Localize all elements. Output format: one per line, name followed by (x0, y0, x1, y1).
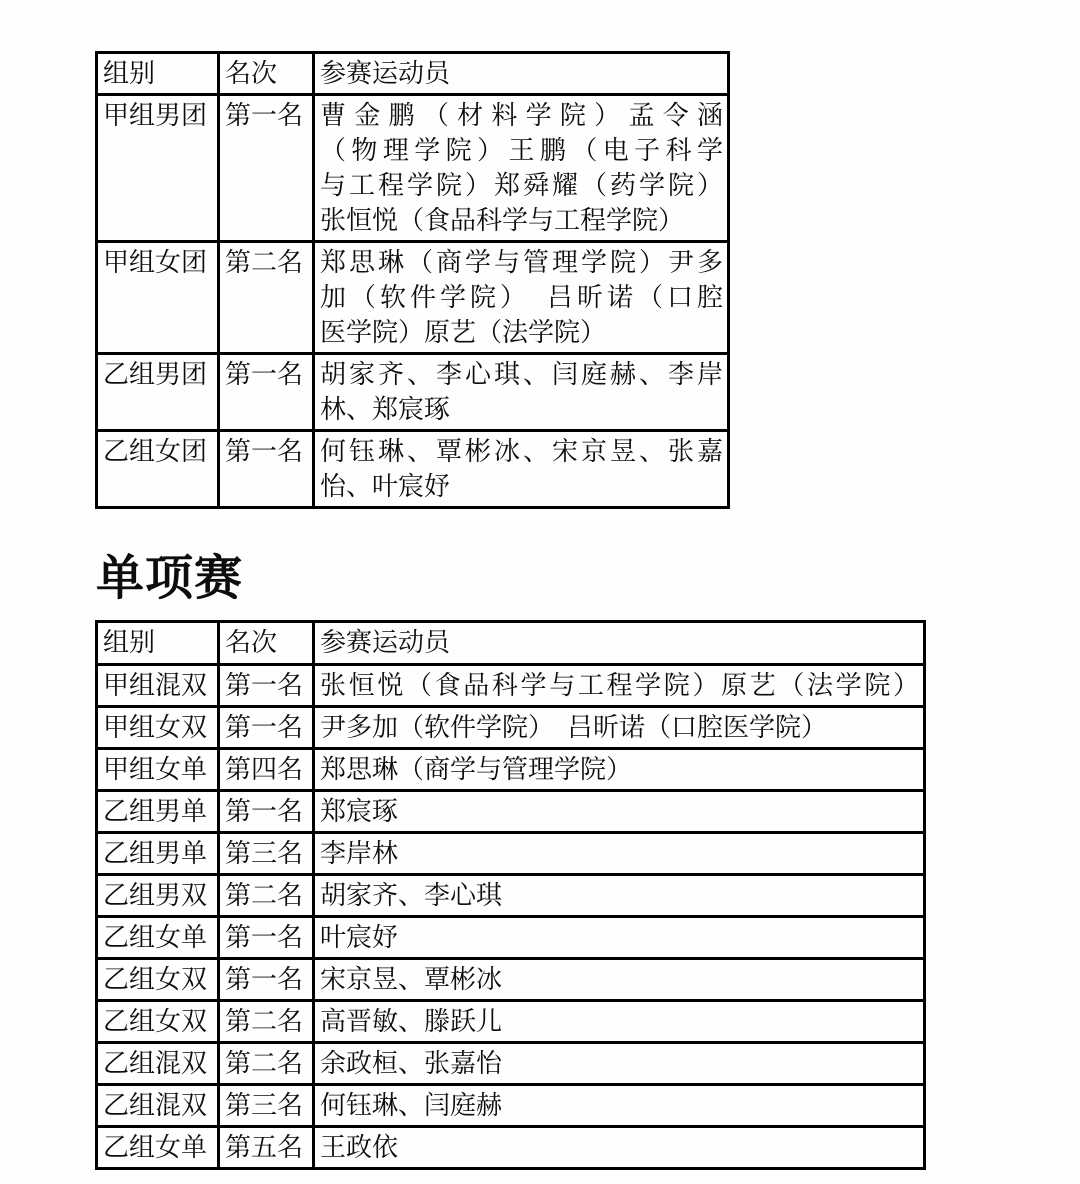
team-results-table (95, 51, 730, 509)
header-group: 组别 (97, 53, 219, 95)
group-cell: 乙组女单 (97, 917, 219, 959)
athletes-cell (314, 707, 925, 749)
athletes-line: 郑宸琢 (320, 796, 399, 826)
table-row (97, 707, 925, 749)
table-row (97, 1043, 925, 1085)
rank-cell: 第一名 (219, 917, 314, 959)
table-row (97, 959, 925, 1001)
athletes-line: 张恒悦（食品科学与工程学院） (320, 205, 685, 235)
athletes-cell (314, 354, 729, 431)
table-row (97, 875, 925, 917)
athletes-line: 林、郑宸琢 (320, 394, 451, 424)
header-athletes: 参赛运动员 (314, 53, 729, 95)
group-cell: 甲组女双 (97, 707, 219, 749)
group-cell: 乙组男单 (97, 791, 219, 833)
individual-results-table (95, 620, 926, 1170)
rank-cell: 第二名 (219, 875, 314, 917)
athletes-cell (314, 1043, 925, 1085)
group-cell: 乙组女团 (97, 431, 219, 508)
header-athletes: 参赛运动员 (314, 622, 925, 665)
group-cell: 乙组男团 (97, 354, 219, 431)
athletes-cell (314, 665, 925, 707)
group-cell: 乙组女单 (97, 1127, 219, 1169)
athletes-cell (314, 749, 925, 791)
athletes-line: 医学院）原艺（法学院） (320, 317, 607, 347)
group-cell: 乙组混双 (97, 1085, 219, 1127)
athletes-line: 王政依 (320, 1132, 399, 1162)
group-cell: 甲组混双 (97, 665, 219, 707)
athletes-line: 李岸林 (320, 838, 399, 868)
rank-cell: 第一名 (219, 707, 314, 749)
table-row (97, 791, 925, 833)
team-table-header-row (97, 53, 729, 95)
table-row (97, 242, 729, 354)
table-row (97, 665, 925, 707)
group-cell: 乙组混双 (97, 1043, 219, 1085)
athletes-cell (314, 1127, 925, 1169)
group-cell: 甲组男团 (97, 95, 219, 242)
table-row (97, 1127, 925, 1169)
rank-cell: 第二名 (219, 1001, 314, 1043)
table-row (97, 749, 925, 791)
rank-cell: 第一名 (219, 665, 314, 707)
athletes-line: 加（软件学院） 吕昕诺（口腔 (320, 282, 723, 312)
athletes-line: 张恒悦（食品科学与工程学院）原艺（法学院） (320, 670, 919, 700)
athletes-line: 何钰琳、覃彬冰、宋京昱、张嘉 (320, 436, 723, 466)
table-row (97, 95, 729, 242)
athletes-line: 宋京昱、覃彬冰 (320, 964, 503, 994)
table-row (97, 1001, 925, 1043)
individual-table-header-row (97, 622, 925, 665)
athletes-line: 曹金鹏（材料学院）孟令涵 (320, 100, 723, 130)
rank-cell: 第五名 (219, 1127, 314, 1169)
athletes-line: 胡家齐、李心琪、闫庭赫、李岸 (320, 359, 723, 389)
rank-cell: 第二名 (219, 1043, 314, 1085)
athletes-line: 郑思琳（商学与管理学院）尹多 (320, 247, 723, 277)
group-cell: 甲组女团 (97, 242, 219, 354)
header-rank: 名次 (219, 622, 314, 665)
athletes-line: 与工程学院）郑舜耀（药学院） (320, 170, 723, 200)
athletes-line: 何钰琳、闫庭赫 (320, 1090, 503, 1120)
athletes-cell (314, 431, 729, 508)
group-cell: 乙组女双 (97, 1001, 219, 1043)
athletes-cell (314, 1085, 925, 1127)
group-cell: 乙组女双 (97, 959, 219, 1001)
athletes-cell (314, 917, 925, 959)
athletes-cell (314, 875, 925, 917)
header-rank: 名次 (219, 53, 314, 95)
rank-cell: 第一名 (219, 791, 314, 833)
rank-cell: 第一名 (219, 959, 314, 1001)
athletes-line: （物理学院）王鹏（电子科学 (320, 135, 723, 165)
rank-cell: 第三名 (219, 1085, 314, 1127)
athletes-cell (314, 242, 729, 354)
section-heading: 单项赛 (96, 552, 244, 605)
athletes-line: 高晋敏、滕跃儿 (320, 1006, 503, 1036)
table-row (97, 431, 729, 508)
rank-cell: 第四名 (219, 749, 314, 791)
athletes-cell (314, 833, 925, 875)
athletes-line: 怡、叶宸妤 (320, 471, 451, 501)
table-row (97, 354, 729, 431)
athletes-line: 余政桓、张嘉怡 (320, 1048, 503, 1078)
table-row (97, 1085, 925, 1127)
group-cell: 甲组女单 (97, 749, 219, 791)
table-row (97, 833, 925, 875)
header-group: 组别 (97, 622, 219, 665)
rank-cell: 第一名 (219, 354, 314, 431)
rank-cell: 第二名 (219, 242, 314, 354)
rank-cell: 第一名 (219, 431, 314, 508)
athletes-cell (314, 959, 925, 1001)
group-cell: 乙组男单 (97, 833, 219, 875)
athletes-line: 胡家齐、李心琪 (320, 880, 503, 910)
rank-cell: 第三名 (219, 833, 314, 875)
athletes-line: 尹多加（软件学院） 吕昕诺（口腔医学院） (320, 712, 828, 742)
group-cell: 乙组男双 (97, 875, 219, 917)
athletes-line: 郑思琳（商学与管理学院） (320, 754, 633, 784)
athletes-line: 叶宸妤 (320, 922, 399, 952)
athletes-cell (314, 95, 729, 242)
rank-cell: 第一名 (219, 95, 314, 242)
table-row (97, 917, 925, 959)
athletes-cell (314, 791, 925, 833)
athletes-cell (314, 1001, 925, 1043)
